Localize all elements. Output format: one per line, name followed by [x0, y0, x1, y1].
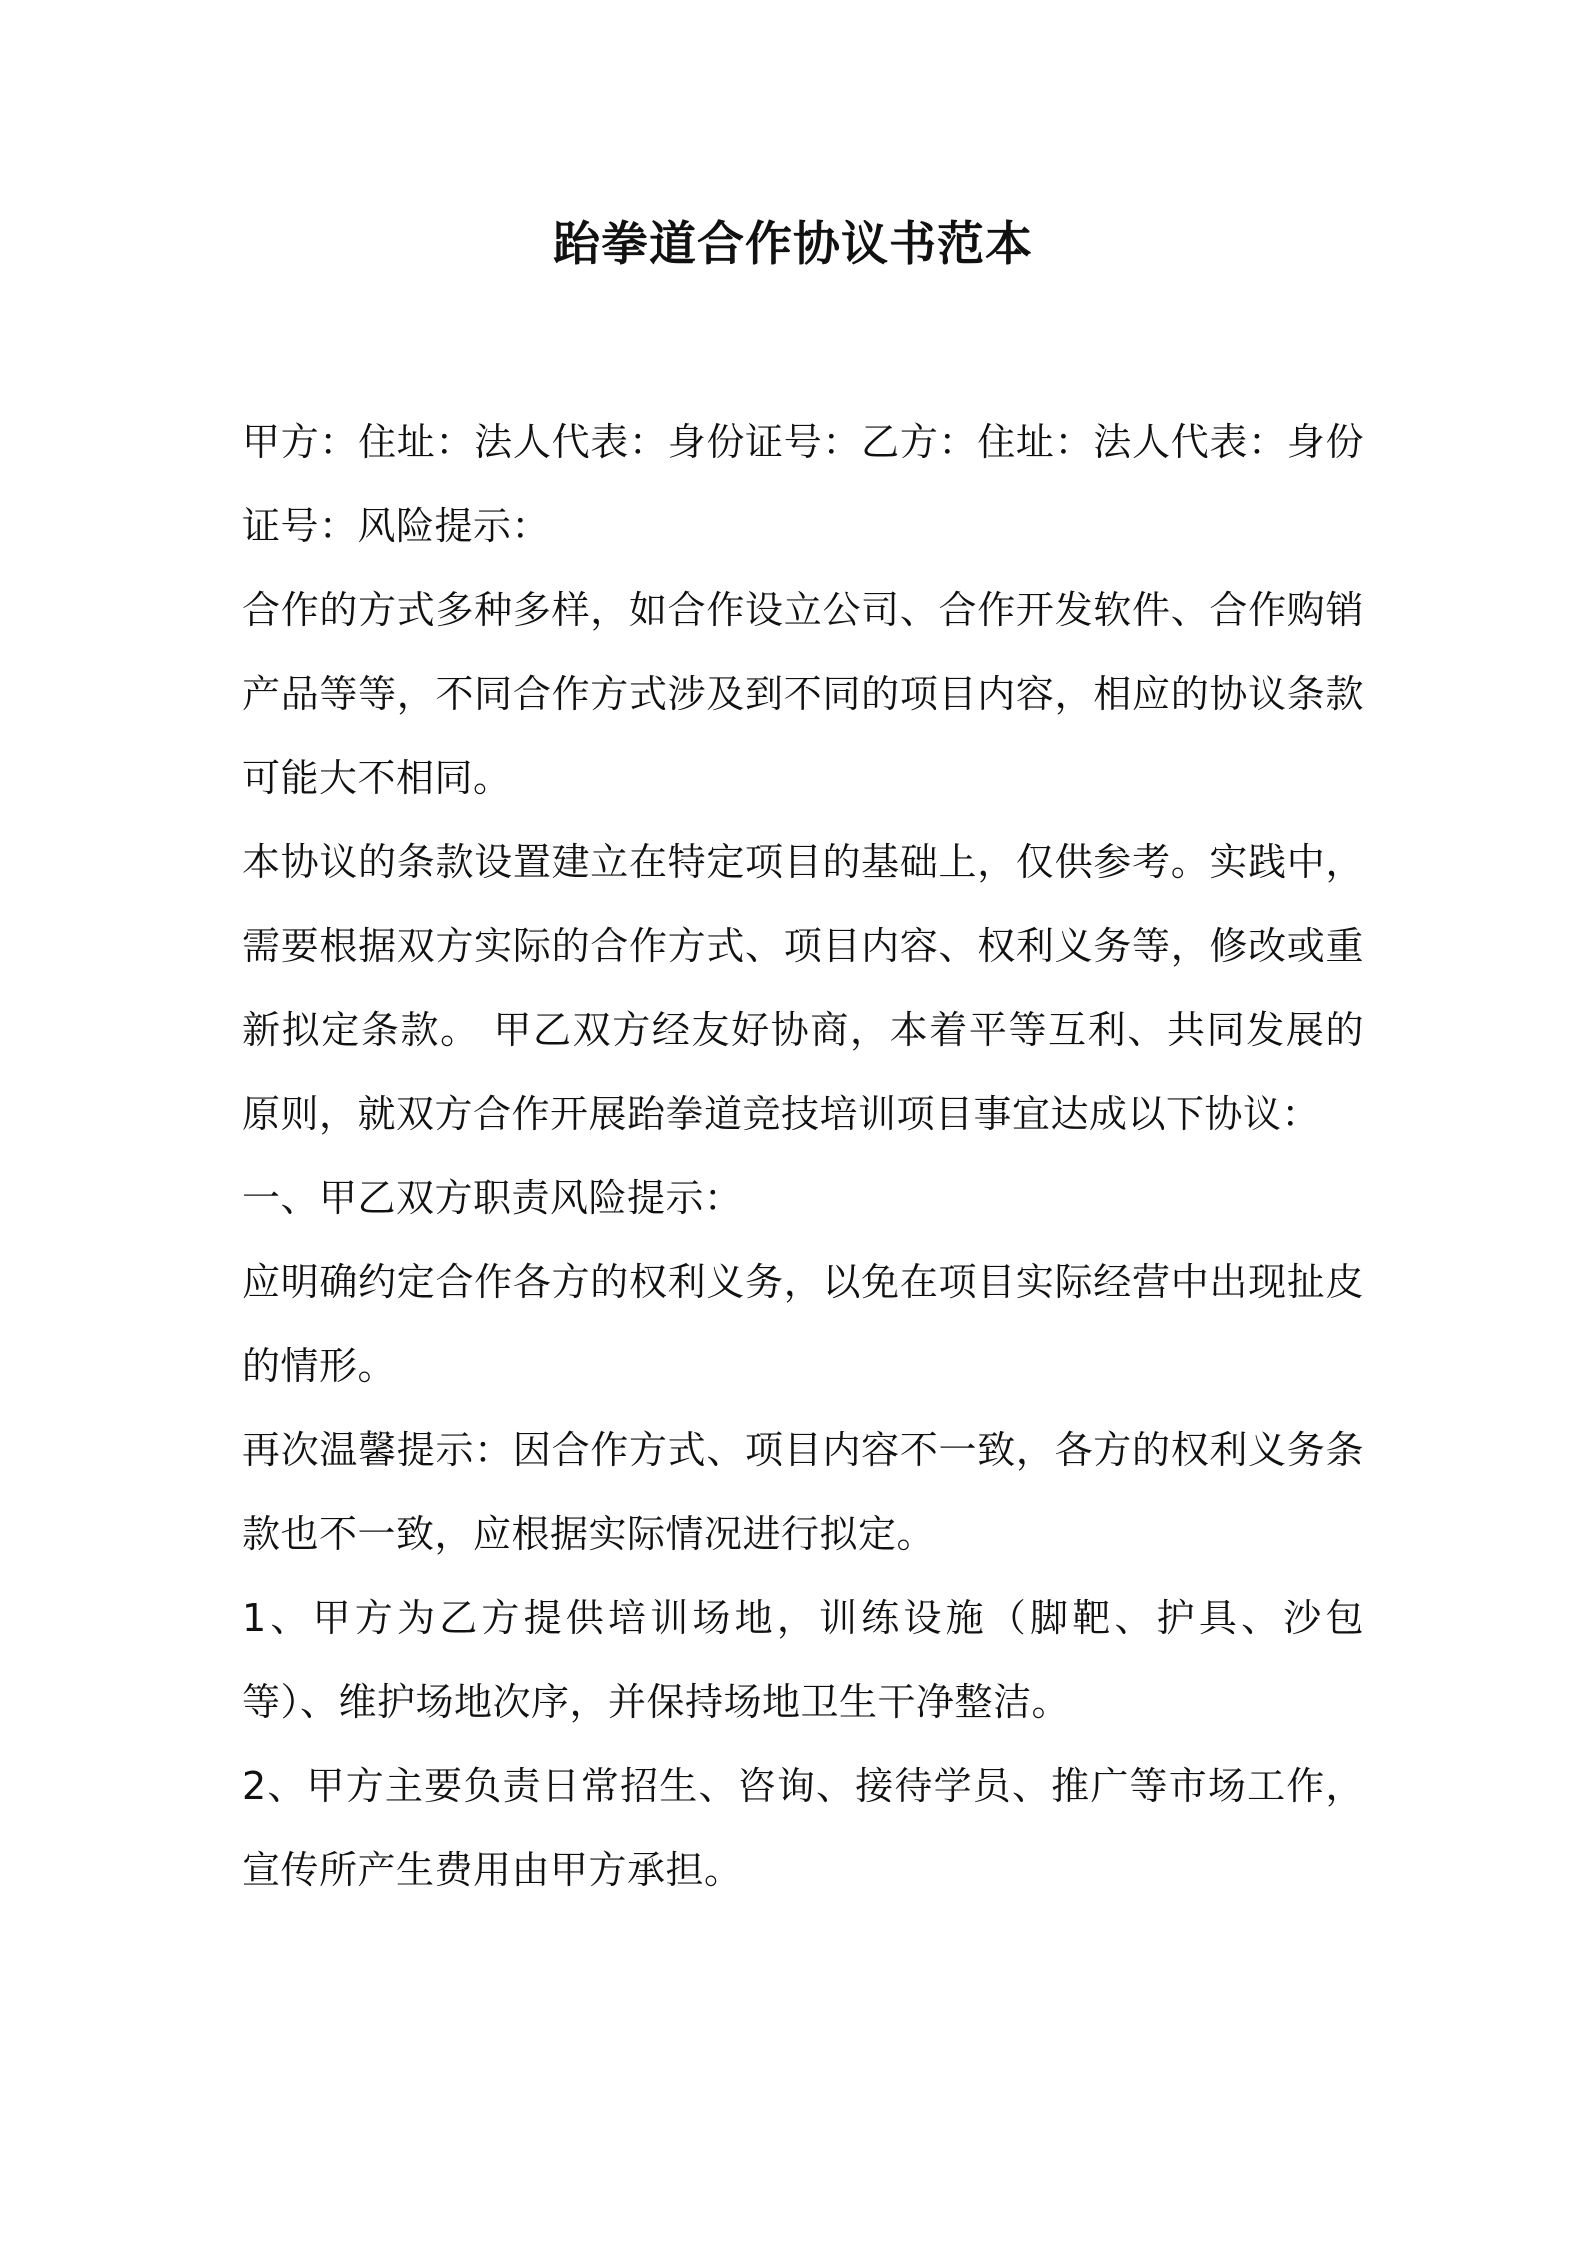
clause-2: 2、甲方主要负责日常招生、咨询、接待学员、推广等市场工作，宣传所产生费用由甲方承担。	[242, 1764, 1364, 1892]
document-body	[242, 400, 1364, 1912]
paragraph-reminder: 再次温馨提示：因合作方式、项目内容不一致，各方的权利义务条款也不一致，应根据实际情况进行拟定。	[242, 1428, 1364, 1556]
paragraph-cooperation-methods: 合作的方式多种多样，如合作设立公司、合作开发软件、合作购销产品等等，不同合作方式涉及到不同的项目内容，相应的协议条款可能大不相同。	[242, 588, 1364, 800]
paragraph-party-info: 甲方：住址：法人代表：身份证号：乙方：住址：法人代表：身份证号：风险提示：	[242, 420, 1364, 548]
clause-1: 1、甲方为乙方提供培训场地，训练设施（脚靶、护具、沙包等）、维护场地次序，并保持场地卫生干净整洁。	[242, 1596, 1364, 1724]
paragraph-rights-obligations: 应明确约定合作各方的权利义务，以免在项目实际经营中出现扯皮的情形。	[242, 1260, 1364, 1388]
paragraph-agreement-basis: 本协议的条款设置建立在特定项目的基础上，仅供参考。实践中，需要根据双方实际的合作方式、项目内容、权利义务等，修改或重新拟定条款。 甲乙双方经友好协商，本着平等互利、共同发展的原则，就双方合作开展跆拳道竞技培训项目事宜达成以下协议：	[242, 840, 1364, 1136]
document-title: 跆拳道合作协议书范本	[553, 217, 1033, 272]
section-heading-responsibilities: 一、甲乙双方职责风险提示：	[242, 1176, 743, 1220]
